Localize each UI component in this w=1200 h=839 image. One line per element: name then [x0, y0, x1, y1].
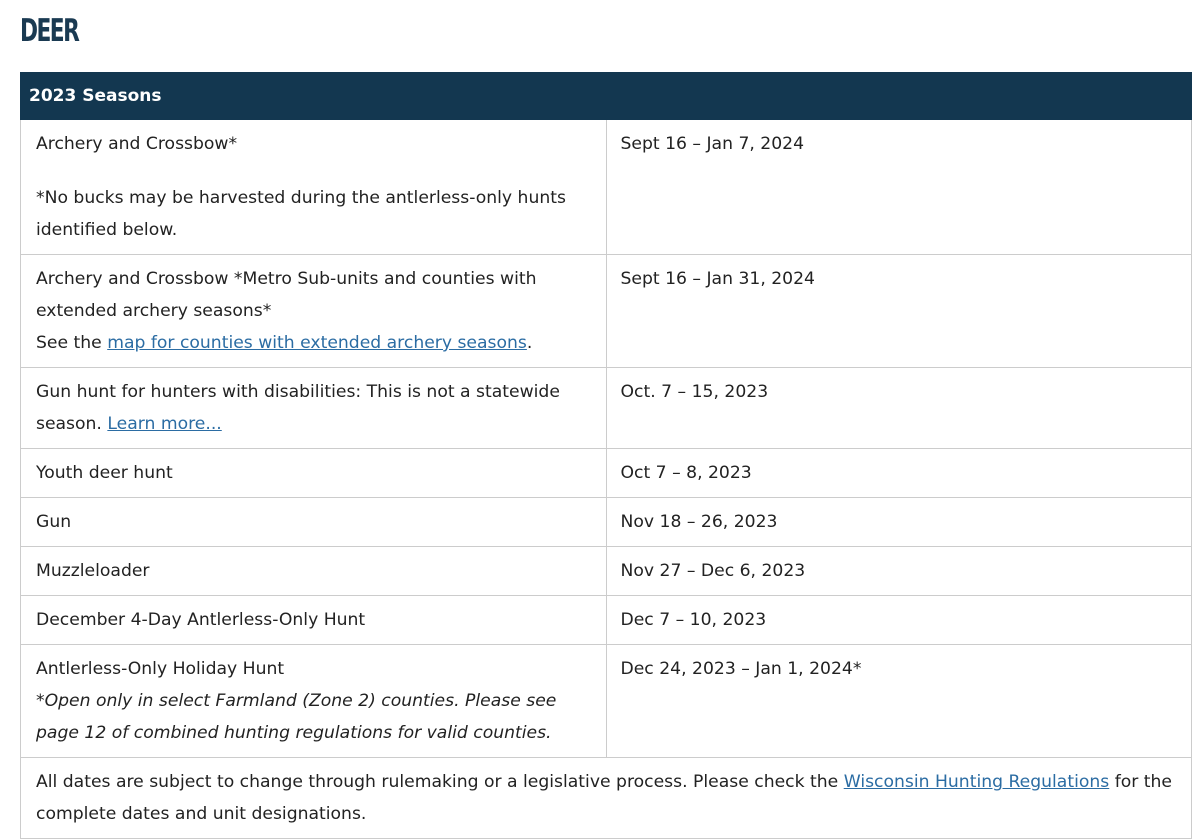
season-name: Gun: [21, 498, 607, 547]
season-dates: Oct 7 – 8, 2023: [606, 449, 1192, 498]
season-dates: Sept 16 – Jan 31, 2024: [606, 255, 1192, 368]
season-dates: Oct. 7 – 15, 2023: [606, 368, 1192, 449]
season-dates: Sept 16 – Jan 7, 2024: [606, 120, 1192, 255]
footer-text: All dates are subject to change through rulemaking or a legislative process. Please check the: [36, 772, 844, 792]
season-name: Archery and Crossbow*: [36, 134, 238, 154]
table-row: [21, 596, 1192, 645]
seasons-table: [20, 72, 1192, 839]
season-note: *No bucks may be harvested during the antlerless-only hunts identified below.: [36, 188, 566, 240]
season-name: Archery and Crossbow *Metro Sub-units and counties with extended archery seasons*: [36, 269, 537, 321]
season-name-cell: [21, 368, 607, 449]
season-dates: Nov 18 – 26, 2023: [606, 498, 1192, 547]
page-title: DEER: [20, 13, 79, 49]
season-name: Muzzleloader: [21, 547, 607, 596]
season-name-cell: [21, 255, 607, 368]
season-dates: Nov 27 – Dec 6, 2023: [606, 547, 1192, 596]
wisconsin-hunting-regulations-link[interactable]: Wisconsin Hunting Regulations: [843, 772, 1110, 792]
season-name: December 4-Day Antlerless-Only Hunt: [21, 596, 607, 645]
table-header: 2023 Seasons: [21, 73, 1192, 120]
table-row: [21, 120, 1192, 255]
season-name: Antlerless-Only Holiday Hunt: [36, 659, 285, 679]
extended-archery-map-link[interactable]: map for counties with extended archery seasons: [107, 333, 527, 353]
season-dates: Dec 7 – 10, 2023: [606, 596, 1192, 645]
season-dates: Dec 24, 2023 – Jan 1, 2024*: [606, 645, 1192, 758]
table-header-row: [21, 73, 1192, 120]
season-name-cell: [21, 120, 607, 255]
table-row: [21, 368, 1192, 449]
season-name: Youth deer hunt: [21, 449, 607, 498]
table-row: [21, 547, 1192, 596]
table-row: [21, 498, 1192, 547]
table-row: [21, 645, 1192, 758]
season-note: *Open only in select Farmland (Zone 2) counties. Please see page 12 of combined hunting regulations for valid counties.: [36, 691, 557, 743]
footer-note: [21, 758, 1192, 839]
season-name: Gun hunt for hunters with disabilities: This is not a statewide season.: [36, 382, 560, 434]
see-suffix: .: [526, 333, 533, 353]
table-row: [21, 255, 1192, 368]
footer-suffix: for the complete dates and unit designations.: [36, 772, 1173, 824]
season-name-cell: [21, 645, 607, 758]
table-row: [21, 449, 1192, 498]
learn-more-link[interactable]: Learn more...: [107, 414, 222, 434]
table-footer-row: [21, 758, 1192, 839]
see-text: See the: [36, 333, 108, 353]
